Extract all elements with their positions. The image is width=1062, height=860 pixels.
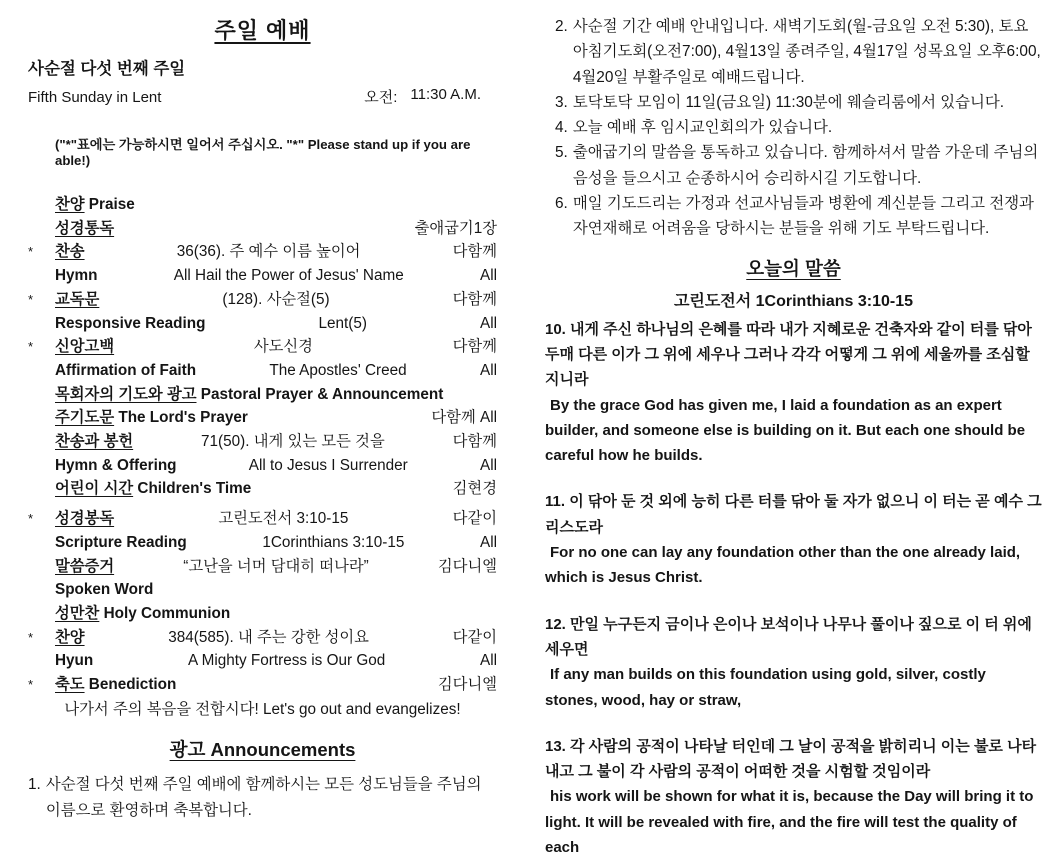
order-item-content: 36(36). 주 예수 이름 높이어 [176, 243, 361, 261]
order-row [28, 430, 497, 454]
order-item-label [55, 602, 230, 626]
verse-korean: 10. 내게 주신 하나님의 은혜를 따라 내가 지혜로운 건축자와 같이 터를 닦아 두매 다른 이가 그 위에 세우나 그러나 각각 어떻게 그 위에 세울까를 조심할지니라 [545, 320, 1032, 389]
order-item-label [55, 454, 177, 478]
order-item-label [55, 335, 114, 359]
order-item-label-english: Holy Communion [99, 604, 231, 622]
order-item-label [55, 507, 114, 531]
order-item-label-korean: 교독문 [55, 290, 100, 308]
order-row [28, 240, 497, 264]
verse-korean: 11. 이 닦아 둔 것 외에 능히 다른 터를 닦아 둘 자가 없으니 이 터는 곧 예수 그리스도라 [545, 493, 1042, 536]
announcement-number: 3. [555, 93, 568, 111]
sunday-name-korean: 사순절 다섯 번째 주일 [28, 60, 186, 78]
announcement-item [555, 90, 1042, 115]
sunday-name-row [28, 86, 497, 107]
order-item-label-korean: 찬송과 봉헌 [55, 433, 134, 451]
announcements-list-right [545, 14, 1042, 242]
order-item-label [55, 649, 93, 673]
order-row [28, 454, 497, 478]
order-item-label [55, 578, 153, 602]
announcement-number: 6. [555, 195, 568, 213]
worship-order-column [0, 0, 531, 819]
announcements-title [28, 736, 497, 762]
order-row [28, 649, 497, 673]
announcement-item [555, 140, 1042, 191]
order-item-label-korean: 찬송 [55, 243, 85, 261]
announcement-number: 2. [555, 18, 568, 35]
order-item-content: Lent(5) [318, 314, 367, 332]
order-item-label [55, 312, 205, 336]
verse-block [545, 734, 1042, 860]
stand-marker: * [28, 291, 34, 307]
order-item-leader: 김다니엘 [437, 557, 497, 575]
order-item-leader: 출애굽기1장 [414, 219, 497, 237]
order-item-label-english: Praise [84, 196, 135, 213]
scripture-reference: 고린도전서 1Corinthians 3:10-15 [673, 292, 914, 310]
order-row [28, 335, 497, 359]
verse-block [545, 612, 1042, 713]
order-item-leader: 다함께 [452, 290, 497, 308]
order-item-label-english: Spoken Word [55, 581, 154, 599]
verse-english: By the grace God has given me, I laid a foundation as an expert builder, and someone else is building on it. But each one should be careful how he builds. [545, 396, 1026, 465]
announcement-text: 출애굽기의 말씀을 통독하고 있습니다. 함께하셔서 말씀 가운데 주님의 음성을 들으시고 순종하시어 승리하시길 기도합니다. [572, 144, 1039, 187]
order-row [28, 406, 497, 430]
order-item-label [55, 531, 187, 555]
announcements-list-left [28, 772, 497, 823]
order-item-content: The Apostles' Creed [269, 361, 407, 379]
stand-marker: * [28, 511, 34, 527]
verse-block [545, 489, 1042, 590]
verse-korean: 13. 각 사람의 공적이 나타날 터인데 그 날이 공적을 밝히리니 이는 불로 나타내고 그 불이 각 사람의 공적이 어떠한 것을 시험할 것임이라 [545, 737, 1037, 781]
order-item-label-english: Benediction [84, 676, 177, 694]
order-item-leader: 다함께 All [431, 409, 497, 427]
todays-word-title-text: 오늘의 말씀 [746, 257, 841, 279]
order-item-content: 고린도전서 3:10-15 [218, 510, 349, 528]
announcement-text: 사순절 다섯 번째 주일 예배에 함께하시는 모든 성도님들을 주님의 이름으로 환영하며 축복합니다. [45, 776, 482, 819]
order-item-content: A Mighty Fortress is Our God [188, 652, 386, 670]
order-row [28, 312, 497, 336]
order-item-label-korean: 찬양 [55, 628, 85, 646]
order-item-label-english: Scripture Reading [55, 533, 187, 551]
order-item-label-english: Hymn [55, 267, 98, 285]
order-item-label [55, 555, 114, 579]
order-item-label [55, 673, 176, 697]
order-item-leader: 다같이 [452, 628, 497, 646]
worship-title [28, 14, 497, 45]
service-time-label: 오전: [364, 89, 398, 106]
stand-marker: * [28, 244, 34, 260]
announcement-text: 사순절 기간 예배 안내입니다. 새벽기도회(월-금요일 오전 5:30), 토요아침기도회(오전7:00), 4월13일 종려주일, 4월17일 성목요일 오후6:00, 4월20일 부활주일로 예배드립니다. [572, 18, 1041, 86]
order-row [28, 578, 497, 602]
order-item-label [55, 193, 135, 217]
stand-marker: * [28, 677, 34, 693]
order-item-label-korean: 어린이 시간 [55, 480, 134, 498]
worship-order [28, 193, 497, 697]
stand-marker: * [28, 629, 34, 645]
order-item-label-english: Hymn & Offering [55, 456, 177, 474]
order-item-label-english: Children's Time [133, 480, 252, 498]
announcement-number: 1. [28, 776, 41, 794]
order-item-leader: All [480, 267, 497, 285]
stand-marker: * [28, 339, 34, 355]
order-item-label-korean: 성경봉독 [55, 510, 115, 528]
order-row [28, 193, 497, 217]
announcement-number: 4. [555, 119, 568, 137]
verse-english: For no one can lay any foundation other than the one already laid, which is Jesus Christ. [545, 544, 1021, 587]
order-item-label-korean: 목회자의 기도와 광고 [55, 385, 197, 403]
order-item-label-korean: 성경통독 [55, 219, 115, 237]
order-item-leader: All [480, 361, 497, 379]
order-item-label-english: The Lord's Prayer [114, 409, 248, 427]
announcement-text: 매일 기도드리는 가정과 선교사님들과 병환에 계신분들 그리고 전쟁과 자연재해로 어려움을 당하시는 분들을 위해 기도 부탁드립니다. [572, 195, 1034, 238]
order-row [28, 626, 497, 650]
order-item-label-korean: 찬양 [55, 196, 85, 213]
order-item-label [55, 217, 114, 241]
order-row [28, 531, 497, 555]
order-item-label [55, 406, 248, 430]
verse-english: If any man builds on this foundation using gold, silver, costly stones, wood, hay or straw, [545, 666, 986, 709]
order-item-leader: 다같이 [452, 510, 497, 528]
order-item-label-korean: 축도 [55, 676, 85, 694]
order-item-leader: 김다니엘 [437, 676, 497, 694]
order-item-label-korean: 말씀증거 [55, 557, 115, 575]
order-item-leader: 다함께 [452, 433, 497, 451]
announcement-item [28, 772, 497, 823]
announcement-item [555, 191, 1042, 242]
order-item-label-english: Responsive Reading [55, 314, 206, 332]
order-item-content: 사도신경 [253, 338, 313, 356]
announcement-text: 오늘 예배 후 임시교인회의가 있습니다. [572, 119, 833, 137]
order-item-label [55, 240, 85, 264]
order-item-content: “고난을 너머 담대히 떠나라” [183, 557, 369, 575]
scripture-verses [545, 317, 1042, 860]
announcements-word-column [531, 0, 1062, 857]
order-row [28, 477, 497, 501]
order-item-content: 1Corinthians 3:10-15 [262, 533, 405, 551]
order-row [28, 264, 497, 288]
todays-word-title [545, 255, 1042, 281]
order-item-label-korean: 신앙고백 [55, 338, 115, 356]
sunday-name-english: Fifth Sunday in Lent [28, 89, 162, 106]
order-item-label [55, 477, 251, 501]
order-item-leader: All [480, 314, 497, 332]
order-item-label [55, 383, 443, 407]
order-item-label [55, 626, 85, 650]
worship-title-text: 주일 예배 [214, 18, 311, 43]
order-item-content: All Hail the Power of Jesus' Name [173, 267, 404, 285]
order-item-content: 384(585). 내 주는 강한 성이요 [168, 628, 369, 646]
order-item-leader: 다함께 [452, 338, 497, 356]
verse-english: his work will be shown for what it is, because the Day will bring it to light. It will be revealed with fire, and the fire will test the quality of each [545, 788, 1034, 857]
announcement-text: 토닥토닥 모임이 11일(금요일) 11:30분에 웨슬리룸에서 있습니다. [572, 93, 1005, 111]
order-item-leader: All [480, 533, 497, 551]
order-row [28, 288, 497, 312]
verse-block [545, 317, 1042, 469]
order-row [28, 359, 497, 383]
order-row [28, 217, 497, 241]
order-row [28, 555, 497, 579]
order-row [28, 673, 497, 697]
order-item-label [55, 430, 133, 454]
order-item-label-english: Affirmation of Faith [55, 361, 197, 379]
order-item-leader: All [480, 456, 497, 474]
order-item-leader: 김현경 [452, 480, 497, 498]
service-time [364, 86, 481, 107]
announcement-number: 5. [555, 144, 568, 162]
stand-up-note: ("*"표에는 가능하시면 일어서 주십시오. "*" Please stand up if you are able!) [55, 137, 471, 168]
order-item-label-korean: 주기도문 [55, 409, 115, 427]
order-item-leader: 다함께 [452, 243, 497, 261]
order-item-label-english: Hyun [55, 652, 94, 670]
order-item-leader: All [480, 652, 497, 670]
announcements-title-text: 광고 Announcements [169, 739, 356, 761]
order-row [28, 383, 497, 407]
closing-line: 나가서 주의 복음을 전합시다! Let's go out and evangelizes! [64, 700, 461, 718]
announcement-item [555, 14, 1042, 90]
order-item-content: (128). 사순절(5) [222, 290, 330, 308]
order-item-label-korean: 성만찬 [55, 604, 100, 622]
order-item-content: 71(50). 내게 있는 모든 것을 [201, 433, 385, 451]
order-item-label [55, 288, 99, 312]
order-item-label-english: Pastoral Prayer & Announcement [196, 385, 444, 403]
order-item-content: All to Jesus I Surrender [248, 456, 408, 474]
order-item-label [55, 264, 98, 288]
order-row [28, 507, 497, 531]
service-time-value: 11:30 A.M. [410, 86, 481, 103]
order-item-label [55, 359, 196, 383]
verse-korean: 12. 만일 누구든지 금이나 은이나 보석이나 나무나 풀이나 짚으로 이 터 위에 세우면 [545, 615, 1032, 658]
announcement-item [555, 115, 1042, 140]
order-row [28, 602, 497, 626]
